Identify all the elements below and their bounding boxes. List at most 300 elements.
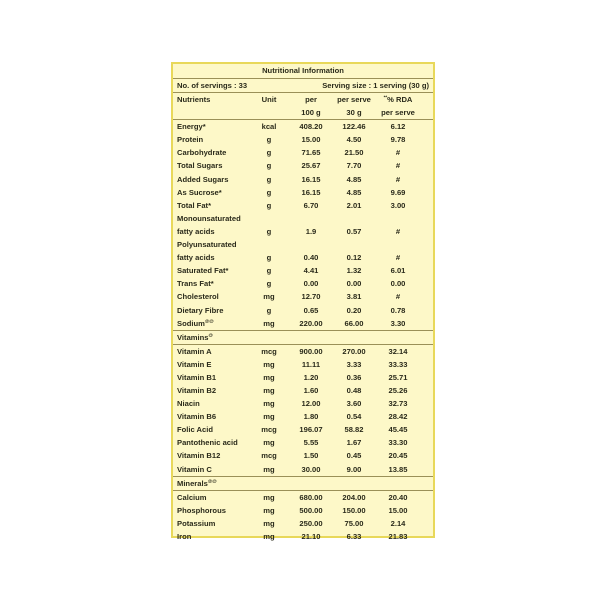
rda-cell-text: 15.00 bbox=[388, 505, 408, 515]
per-serve-cell bbox=[333, 264, 375, 277]
rda-cell bbox=[375, 463, 421, 476]
per-serve-cell-text: 21.50 bbox=[344, 148, 364, 158]
per-100g-cell-text: 500.00 bbox=[299, 505, 323, 515]
rda-label: % RDA bbox=[387, 95, 413, 104]
table-row bbox=[173, 186, 433, 199]
table-row bbox=[173, 423, 433, 436]
rda-cell-text: 20.40 bbox=[388, 492, 408, 502]
per-serve-cell bbox=[333, 304, 375, 317]
table-row bbox=[173, 491, 433, 504]
unit-cell bbox=[249, 120, 289, 133]
per-serve-cell-text: 0.54 bbox=[346, 412, 362, 422]
nutrient-name-text: Potassium bbox=[177, 518, 216, 528]
unit-cell bbox=[249, 358, 289, 371]
per-serve-cell bbox=[333, 371, 375, 384]
per-serve-cell bbox=[333, 530, 375, 543]
unit-cell bbox=[249, 423, 289, 436]
unit-cell-text: g bbox=[266, 253, 272, 263]
per-serve-cell-text: 3.81 bbox=[346, 292, 362, 302]
per-100g-cell-text: 1.9 bbox=[305, 226, 317, 236]
rda-cell bbox=[375, 491, 421, 504]
header-nutrients: Nutrients bbox=[177, 95, 211, 104]
per-100g-cell bbox=[289, 225, 333, 238]
table-row bbox=[173, 317, 433, 330]
per-100g-cell bbox=[289, 238, 333, 251]
per-serve-cell-text: 1.67 bbox=[346, 438, 362, 448]
nutrient-name bbox=[173, 251, 249, 264]
rda-cell-text: 20.45 bbox=[388, 451, 408, 461]
unit-cell bbox=[249, 410, 289, 423]
nutrient-name-text: Calcium bbox=[177, 492, 207, 502]
per-serve-cell-text: 122.46 bbox=[342, 122, 366, 132]
unit-cell bbox=[249, 384, 289, 397]
table-row bbox=[173, 173, 433, 186]
per-100g-cell-text: 4.41 bbox=[303, 266, 319, 276]
per-serve-cell bbox=[333, 491, 375, 504]
unit-cell bbox=[249, 463, 289, 476]
rda-cell bbox=[375, 530, 421, 543]
per-100g-cell bbox=[289, 530, 333, 543]
per-100g-cell bbox=[289, 159, 333, 172]
rda-cell bbox=[375, 120, 421, 133]
table-row bbox=[173, 436, 433, 449]
header-per-serve-rda: per serve bbox=[381, 108, 415, 118]
unit-cell-text: mcg bbox=[261, 451, 277, 461]
unit-cell bbox=[249, 212, 289, 225]
unit-cell bbox=[249, 491, 289, 504]
unit-cell-text: g bbox=[266, 187, 272, 197]
nutrient-name bbox=[173, 449, 249, 462]
unit-cell bbox=[249, 449, 289, 462]
rda-cell-text: 33.33 bbox=[388, 359, 408, 369]
vitamins-superscript: @ bbox=[208, 332, 213, 338]
nutrient-name-text: As Sucrose* bbox=[177, 187, 222, 197]
sodium-superscript: @@ bbox=[204, 318, 214, 324]
rda-cell-text: 32.14 bbox=[388, 346, 408, 356]
nutrient-name-text: Energy* bbox=[177, 122, 206, 132]
unit-cell bbox=[249, 277, 289, 290]
rda-cell-text: 6.01 bbox=[390, 266, 406, 276]
nutrient-name bbox=[173, 120, 249, 133]
per-100g-cell bbox=[289, 173, 333, 186]
per-100g-cell bbox=[289, 358, 333, 371]
per-serve-cell bbox=[333, 384, 375, 397]
nutrient-name-text: Vitamin B6 bbox=[177, 412, 217, 422]
table-row bbox=[173, 449, 433, 462]
per-100g-cell bbox=[289, 410, 333, 423]
nutrient-name-text: Phosphorous bbox=[177, 505, 226, 515]
per-100g-cell bbox=[289, 290, 333, 303]
table-row bbox=[173, 225, 433, 238]
rda-cell bbox=[375, 225, 421, 238]
nutrient-name-text: Trans Fat* bbox=[177, 279, 214, 289]
rda-cell bbox=[375, 317, 421, 330]
rda-cell-text: 13.85 bbox=[388, 464, 408, 474]
nutrient-name-text: Iron bbox=[177, 531, 192, 541]
rda-cell bbox=[375, 290, 421, 303]
unit-cell bbox=[249, 317, 289, 330]
per-100g-cell-text: 680.00 bbox=[299, 492, 323, 502]
unit-cell bbox=[249, 251, 289, 264]
table-row bbox=[173, 277, 433, 290]
serving-size: Serving size : 1 serving (30 g) bbox=[322, 81, 429, 90]
nutrient-name-text: Cholesterol bbox=[177, 292, 219, 302]
nutrient-name-text: Total Sugars bbox=[177, 161, 223, 171]
per-serve-cell bbox=[333, 251, 375, 264]
servings-count: No. of servings : 33 bbox=[177, 81, 248, 90]
per-serve-cell bbox=[333, 225, 375, 238]
per-serve-cell bbox=[333, 146, 375, 159]
rda-cell-text: # bbox=[395, 226, 401, 236]
per-serve-cell-text: 204.00 bbox=[342, 492, 366, 502]
table-row bbox=[173, 504, 433, 517]
per-100g-cell bbox=[289, 317, 333, 330]
per-100g-cell bbox=[289, 436, 333, 449]
per-100g-cell bbox=[289, 264, 333, 277]
table-row bbox=[173, 212, 433, 225]
unit-cell-text: g bbox=[266, 226, 272, 236]
minerals-label: Minerals bbox=[177, 478, 208, 488]
per-serve-cell bbox=[333, 358, 375, 371]
nutrient-name bbox=[173, 371, 249, 384]
per-100g-cell bbox=[289, 491, 333, 504]
nutrient-name bbox=[173, 423, 249, 436]
per-serve-cell-text: 0.12 bbox=[346, 253, 362, 263]
rda-cell-text: # bbox=[395, 161, 401, 171]
nutrient-name bbox=[173, 212, 249, 225]
per-100g-cell-text: 16.15 bbox=[301, 174, 321, 184]
nutrient-name bbox=[173, 384, 249, 397]
table-row bbox=[173, 264, 433, 277]
minerals-header bbox=[173, 476, 433, 491]
per-serve-cell bbox=[333, 345, 375, 358]
rda-superscript: ** bbox=[383, 94, 388, 100]
unit-cell-text: mg bbox=[263, 412, 275, 422]
nutrient-name-text: Vitamin B1 bbox=[177, 372, 217, 382]
per-serve-cell-text: 150.00 bbox=[342, 505, 366, 515]
table-row bbox=[173, 133, 433, 146]
per-100g-cell bbox=[289, 423, 333, 436]
per-100g-cell-text: 16.15 bbox=[301, 187, 321, 197]
per-100g-cell-text: 408.20 bbox=[299, 122, 323, 132]
rda-cell-text: 32.73 bbox=[388, 399, 408, 409]
header-row-1 bbox=[173, 93, 433, 106]
rda-cell-text: 2.14 bbox=[390, 518, 406, 528]
unit-cell-text: mcg bbox=[261, 346, 277, 356]
nutrient-name bbox=[173, 304, 249, 317]
nutrient-name-text: Pantothenic acid bbox=[177, 438, 238, 448]
per-100g-cell-text: 1.50 bbox=[303, 451, 319, 461]
table-row bbox=[173, 463, 433, 476]
unit-cell bbox=[249, 290, 289, 303]
per-100g-cell-text: 1.20 bbox=[303, 372, 319, 382]
per-serve-cell-text: 4.85 bbox=[346, 187, 362, 197]
unit-cell bbox=[249, 133, 289, 146]
nutrient-name bbox=[173, 290, 249, 303]
per-100g-cell bbox=[289, 133, 333, 146]
nutrient-name bbox=[173, 146, 249, 159]
nutrient-name-text: Vitamin B12 bbox=[177, 451, 221, 461]
nutrient-name bbox=[173, 264, 249, 277]
nutrient-name bbox=[173, 199, 249, 212]
unit-cell bbox=[249, 517, 289, 530]
per-serve-cell bbox=[333, 186, 375, 199]
rda-cell bbox=[375, 504, 421, 517]
unit-cell bbox=[249, 159, 289, 172]
per-100g-cell bbox=[289, 504, 333, 517]
rda-cell bbox=[375, 410, 421, 423]
nutrient-name bbox=[173, 133, 249, 146]
rda-cell-text: # bbox=[395, 253, 401, 263]
nutrient-name bbox=[173, 238, 249, 251]
nutrient-name-text: Carbohydrate bbox=[177, 148, 227, 158]
unit-cell bbox=[249, 264, 289, 277]
nutrient-name bbox=[173, 173, 249, 186]
nutrient-name-text: Sodium bbox=[177, 318, 205, 328]
rda-cell bbox=[375, 517, 421, 530]
per-100g-cell bbox=[289, 186, 333, 199]
table-row bbox=[173, 345, 433, 358]
nutrient-name-text: Vitamin C bbox=[177, 464, 212, 474]
table-row bbox=[173, 290, 433, 303]
minerals-body bbox=[173, 491, 433, 543]
per-serve-cell-text: 2.01 bbox=[346, 200, 362, 210]
unit-cell-text: g bbox=[266, 305, 272, 315]
rda-cell bbox=[375, 133, 421, 146]
header-rda bbox=[375, 93, 421, 106]
rda-cell-text: # bbox=[395, 292, 401, 302]
per-100g-cell bbox=[289, 517, 333, 530]
rda-cell-text: 0.00 bbox=[390, 279, 406, 289]
per-serve-cell-text: 0.20 bbox=[346, 305, 362, 315]
nutrient-name bbox=[173, 463, 249, 476]
nutrient-name bbox=[173, 530, 249, 543]
per-100g-cell-text: 12.00 bbox=[301, 399, 321, 409]
rda-cell bbox=[375, 436, 421, 449]
per-100g-cell bbox=[289, 384, 333, 397]
unit-cell bbox=[249, 173, 289, 186]
per-100g-cell bbox=[289, 120, 333, 133]
per-serve-cell-text: 6.33 bbox=[346, 531, 362, 541]
per-serve-cell-text: 0.36 bbox=[346, 372, 362, 382]
nutrient-name bbox=[173, 317, 249, 330]
per-100g-cell-text: 1.60 bbox=[303, 385, 319, 395]
rda-cell bbox=[375, 212, 421, 225]
per-100g-cell-text: 0.00 bbox=[303, 279, 319, 289]
per-100g-cell bbox=[289, 212, 333, 225]
unit-cell bbox=[249, 186, 289, 199]
per-100g-cell-text: 220.00 bbox=[299, 318, 323, 328]
header-per: per bbox=[305, 95, 317, 104]
nutrient-name bbox=[173, 358, 249, 371]
per-serve-cell bbox=[333, 120, 375, 133]
rda-cell-text: 9.69 bbox=[390, 187, 406, 197]
nutrient-name-text: Saturated Fat* bbox=[177, 266, 229, 276]
per-100g-cell-text: 15.00 bbox=[301, 135, 321, 145]
rda-cell-text: # bbox=[395, 174, 401, 184]
rda-cell bbox=[375, 371, 421, 384]
per-100g-cell-text: 250.00 bbox=[299, 518, 323, 528]
unit-cell-text: mg bbox=[263, 372, 275, 382]
per-100g-cell-text: 900.00 bbox=[299, 346, 323, 356]
nutrient-name bbox=[173, 277, 249, 290]
nutrient-name-text: Folic Acid bbox=[177, 425, 214, 435]
header-per-serve: per serve bbox=[337, 95, 371, 104]
per-serve-cell-text: 0.48 bbox=[346, 385, 362, 395]
unit-cell-text: g bbox=[266, 161, 272, 171]
rda-cell-text: 3.00 bbox=[390, 200, 406, 210]
per-100g-cell bbox=[289, 371, 333, 384]
per-serve-cell bbox=[333, 290, 375, 303]
table-row bbox=[173, 238, 433, 251]
unit-cell bbox=[249, 504, 289, 517]
rda-cell bbox=[375, 345, 421, 358]
unit-cell-text: mcg bbox=[261, 425, 277, 435]
per-serve-cell-text: 7.70 bbox=[346, 161, 362, 171]
header-unit: Unit bbox=[261, 95, 277, 104]
per-100g-cell-text: 0.65 bbox=[303, 305, 319, 315]
per-serve-cell bbox=[333, 410, 375, 423]
table-row bbox=[173, 530, 433, 543]
per-100g-cell-text: 11.11 bbox=[301, 359, 321, 369]
unit-cell-text: mg bbox=[263, 464, 275, 474]
table-header bbox=[173, 93, 433, 120]
per-100g-cell-text: 196.07 bbox=[299, 425, 323, 435]
rda-cell-text: 0.78 bbox=[390, 305, 406, 315]
nutrient-name bbox=[173, 504, 249, 517]
nutrients-body bbox=[173, 120, 433, 330]
rda-cell bbox=[375, 173, 421, 186]
per-serve-cell-text: 0.57 bbox=[346, 226, 362, 236]
per-serve-cell-text: 3.33 bbox=[346, 359, 362, 369]
per-serve-cell-text: 0.00 bbox=[346, 279, 362, 289]
unit-cell-text: mg bbox=[263, 531, 275, 541]
per-100g-cell-text: 21.10 bbox=[301, 531, 321, 541]
table-row bbox=[173, 358, 433, 371]
nutrient-name-text: Vitamin A bbox=[177, 346, 212, 356]
table-row bbox=[173, 304, 433, 317]
nutrient-name bbox=[173, 436, 249, 449]
per-serve-cell bbox=[333, 159, 375, 172]
per-serve-cell-text: 0.45 bbox=[346, 451, 362, 461]
per-100g-cell bbox=[289, 304, 333, 317]
nutrient-name bbox=[173, 159, 249, 172]
nutrient-name-text: Polyunsaturated bbox=[177, 240, 237, 250]
nutrient-name-text: Monounsaturated bbox=[177, 213, 241, 223]
unit-cell bbox=[249, 238, 289, 251]
unit-cell bbox=[249, 304, 289, 317]
per-100g-cell-text: 30.00 bbox=[301, 464, 321, 474]
unit-cell bbox=[249, 225, 289, 238]
rda-cell-text: 33.30 bbox=[388, 438, 408, 448]
unit-cell bbox=[249, 146, 289, 159]
per-100g-cell-text: 5.55 bbox=[303, 438, 319, 448]
per-serve-cell-text: 75.00 bbox=[344, 518, 364, 528]
nutrient-name-text: Protein bbox=[177, 135, 204, 145]
per-serve-cell-text: 4.50 bbox=[346, 135, 362, 145]
table-row bbox=[173, 397, 433, 410]
nutrient-name bbox=[173, 186, 249, 199]
nutrient-name-text: Niacin bbox=[177, 399, 200, 409]
nutrient-name-text: Vitamin E bbox=[177, 359, 212, 369]
rda-cell-text: 9.78 bbox=[390, 135, 406, 145]
per-serve-cell bbox=[333, 173, 375, 186]
rda-cell bbox=[375, 159, 421, 172]
table-row bbox=[173, 384, 433, 397]
per-serve-cell-text: 9.00 bbox=[346, 464, 362, 474]
unit-cell-text: g bbox=[266, 148, 272, 158]
per-serve-cell bbox=[333, 449, 375, 462]
table-row bbox=[173, 371, 433, 384]
rda-cell bbox=[375, 277, 421, 290]
unit-cell-text: g bbox=[266, 135, 272, 145]
rda-cell-text: 45.45 bbox=[388, 425, 408, 435]
rda-cell bbox=[375, 238, 421, 251]
header-row-2 bbox=[173, 106, 433, 119]
table-row bbox=[173, 199, 433, 212]
unit-cell-text: mg bbox=[263, 438, 275, 448]
header-30g: 30 g bbox=[346, 108, 362, 118]
per-100g-cell bbox=[289, 397, 333, 410]
unit-cell bbox=[249, 530, 289, 543]
per-serve-cell bbox=[333, 463, 375, 476]
table-row bbox=[173, 146, 433, 159]
unit-cell-text: g bbox=[266, 266, 272, 276]
rda-cell bbox=[375, 199, 421, 212]
unit-cell-text: g bbox=[266, 200, 272, 210]
rda-cell-text: 25.26 bbox=[388, 385, 408, 395]
unit-cell-text: mg bbox=[263, 359, 275, 369]
rda-cell bbox=[375, 423, 421, 436]
rda-cell bbox=[375, 264, 421, 277]
unit-cell-text: mg bbox=[263, 399, 275, 409]
nutrient-name bbox=[173, 491, 249, 504]
unit-cell bbox=[249, 371, 289, 384]
rda-cell-text: 25.71 bbox=[388, 372, 408, 382]
rda-cell bbox=[375, 304, 421, 317]
unit-cell-text: g bbox=[266, 279, 272, 289]
per-serve-cell bbox=[333, 277, 375, 290]
rda-cell bbox=[375, 384, 421, 397]
per-100g-cell bbox=[289, 277, 333, 290]
per-100g-cell-text: 6.70 bbox=[303, 200, 319, 210]
rda-cell bbox=[375, 397, 421, 410]
per-serve-cell bbox=[333, 504, 375, 517]
per-serve-cell bbox=[333, 212, 375, 225]
rda-cell-text: 28.42 bbox=[388, 412, 408, 422]
per-serve-cell-text: 1.32 bbox=[346, 266, 362, 276]
rda-cell bbox=[375, 146, 421, 159]
servings-line bbox=[173, 79, 433, 93]
table-row bbox=[173, 159, 433, 172]
per-100g-cell bbox=[289, 146, 333, 159]
nutrient-name-text: Total Fat* bbox=[177, 200, 212, 210]
nutrient-name bbox=[173, 225, 249, 238]
per-serve-cell bbox=[333, 436, 375, 449]
per-serve-cell bbox=[333, 238, 375, 251]
nutrient-name bbox=[173, 397, 249, 410]
unit-cell-text: mg bbox=[263, 505, 275, 515]
rda-cell bbox=[375, 358, 421, 371]
nutrient-name-text: Added Sugars bbox=[177, 174, 229, 184]
per-serve-cell bbox=[333, 133, 375, 146]
nutrient-name-text: fatty acids bbox=[177, 253, 215, 263]
unit-cell bbox=[249, 345, 289, 358]
table-row bbox=[173, 251, 433, 264]
rda-cell-text: 3.30 bbox=[390, 318, 406, 328]
per-100g-cell bbox=[289, 345, 333, 358]
panel-title: Nutritional Information bbox=[173, 64, 433, 79]
